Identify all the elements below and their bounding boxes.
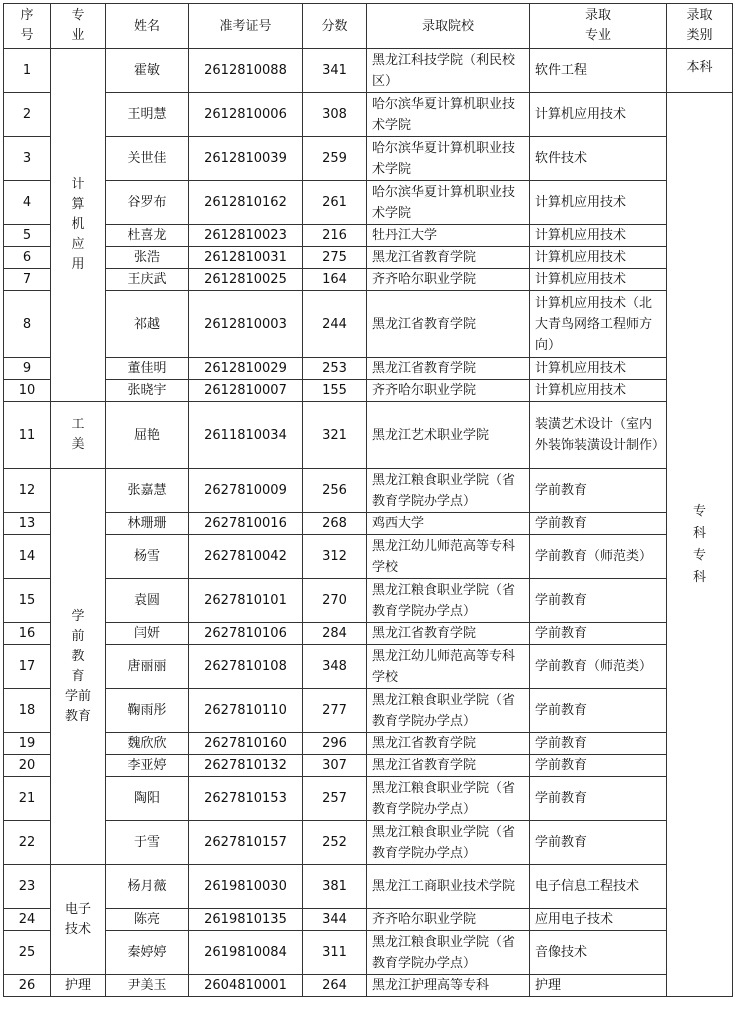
exam-no-cell: 2627810101: [189, 579, 303, 623]
table-row: [4, 777, 733, 821]
admit-major-cell: 计算机应用技术: [530, 247, 667, 269]
exam-no-cell: 2612810039: [189, 137, 303, 181]
table-row: [4, 269, 733, 291]
table-row: [4, 623, 733, 645]
seq-cell: 10: [4, 380, 51, 402]
major-group-char: 计: [71, 177, 85, 192]
exam-no-cell: 2627810153: [189, 777, 303, 821]
seq-cell: 23: [4, 865, 51, 909]
score-cell: 268: [303, 513, 367, 535]
seq-cell: 22: [4, 821, 51, 865]
score-cell: 261: [303, 181, 367, 225]
exam-no-cell: 2627810110: [189, 689, 303, 733]
admit-major-cell: 计算机应用技术: [530, 181, 667, 225]
school-cell: 哈尔滨华夏计算机职业技术学院: [367, 93, 530, 137]
header-major-group: 专 业: [51, 4, 106, 49]
table-row: [4, 402, 733, 469]
table-row: [4, 358, 733, 380]
header-category: 录取 类别: [667, 4, 733, 49]
score-cell: 341: [303, 49, 367, 93]
exam-no-cell: 2619810135: [189, 909, 303, 931]
table-row: [4, 247, 733, 269]
exam-no-cell: 2612810023: [189, 225, 303, 247]
header-name: 姓名: [106, 4, 189, 49]
seq-cell: 17: [4, 645, 51, 689]
school-cell: 牡丹江大学: [367, 225, 530, 247]
name-cell: 唐丽丽: [106, 645, 189, 689]
seq-cell: 8: [4, 291, 51, 358]
school-cell: 黑龙江幼儿师范高等专科学校: [367, 535, 530, 579]
school-cell: 齐齐哈尔职业学院: [367, 909, 530, 931]
score-cell: 216: [303, 225, 367, 247]
name-cell: 杨月薇: [106, 865, 189, 909]
exam-no-cell: 2627810108: [189, 645, 303, 689]
name-cell: 张嘉慧: [106, 469, 189, 513]
name-cell: 于雪: [106, 821, 189, 865]
score-cell: 275: [303, 247, 367, 269]
score-cell: 321: [303, 402, 367, 469]
exam-no-cell: 2627810106: [189, 623, 303, 645]
seq-cell: 16: [4, 623, 51, 645]
school-cell: 齐齐哈尔职业学院: [367, 269, 530, 291]
category-char: 科: [692, 525, 706, 541]
exam-no-cell: 2619810084: [189, 931, 303, 975]
seq-cell: 12: [4, 469, 51, 513]
admit-major-cell: 电子信息工程技术: [530, 865, 667, 909]
major-group-label: [71, 175, 84, 275]
admit-major-cell: 软件技术: [530, 137, 667, 181]
admit-major-cell: 学前教育: [530, 777, 667, 821]
major-group-cell: [51, 975, 106, 997]
name-cell: 屈艳: [106, 402, 189, 469]
exam-no-cell: 2611810034: [189, 402, 303, 469]
seq-cell: 7: [4, 269, 51, 291]
header-exam-no: 准考证号: [189, 4, 303, 49]
table-row: [4, 93, 733, 137]
score-cell: 155: [303, 380, 367, 402]
seq-cell: 24: [4, 909, 51, 931]
school-cell: 黑龙江粮食职业学院（省教育学院办学点）: [367, 579, 530, 623]
exam-no-cell: 2627810157: [189, 821, 303, 865]
seq-cell: 4: [4, 181, 51, 225]
table-row: [4, 49, 733, 93]
table-row: [4, 535, 733, 579]
major-group-label: [65, 976, 91, 996]
score-cell: 284: [303, 623, 367, 645]
seq-cell: 21: [4, 777, 51, 821]
name-cell: 张晓宇: [106, 380, 189, 402]
seq-cell: 3: [4, 137, 51, 181]
school-cell: 黑龙江粮食职业学院（省教育学院办学点）: [367, 821, 530, 865]
name-cell: 魏欣欣: [106, 733, 189, 755]
seq-cell: 18: [4, 689, 51, 733]
admit-major-cell: 护理: [530, 975, 667, 997]
table-row: [4, 733, 733, 755]
seq-cell: 15: [4, 579, 51, 623]
name-cell: 闫妍: [106, 623, 189, 645]
name-cell: 杜喜龙: [106, 225, 189, 247]
name-cell: 张浩: [106, 247, 189, 269]
exam-no-cell: 2627810009: [189, 469, 303, 513]
score-cell: 296: [303, 733, 367, 755]
admission-table: [3, 3, 733, 997]
admit-major-cell: 学前教育: [530, 689, 667, 733]
score-cell: 259: [303, 137, 367, 181]
name-cell: 王明慧: [106, 93, 189, 137]
school-cell: 黑龙江省教育学院: [367, 358, 530, 380]
exam-no-cell: 2612810006: [189, 93, 303, 137]
major-group-char: 育: [71, 668, 85, 684]
seq-cell: 19: [4, 733, 51, 755]
school-cell: 黑龙江科技学院（利民校区）: [367, 49, 530, 93]
score-cell: 270: [303, 579, 367, 623]
major-group-char: 算: [71, 197, 85, 212]
header-school: 录取院校: [367, 4, 530, 49]
name-cell: 董佳明: [106, 358, 189, 380]
school-cell: 黑龙江粮食职业学院（省教育学院办学点）: [367, 469, 530, 513]
major-group-cell: [51, 49, 106, 402]
school-cell: 黑龙江粮食职业学院（省教育学院办学点）: [367, 777, 530, 821]
score-cell: 253: [303, 358, 367, 380]
major-group-cell: [51, 469, 106, 865]
exam-no-cell: 2619810030: [189, 865, 303, 909]
major-group-char: 用: [71, 257, 85, 272]
major-group-char: 学: [71, 608, 85, 624]
seq-cell: 11: [4, 402, 51, 469]
exam-no-cell: 2612810029: [189, 358, 303, 380]
admit-major-cell: 学前教育: [530, 469, 667, 513]
score-cell: 256: [303, 469, 367, 513]
major-group-char: 应: [71, 237, 85, 252]
score-cell: 312: [303, 535, 367, 579]
major-group-char: 美: [71, 437, 85, 452]
admit-major-cell: 学前教育: [530, 821, 667, 865]
name-cell: 袁圆: [106, 579, 189, 623]
table-row: [4, 291, 733, 358]
table-row: [4, 865, 733, 909]
admit-major-cell: 音像技术: [530, 931, 667, 975]
major-group-char: 学前: [64, 688, 91, 704]
seq-cell: 6: [4, 247, 51, 269]
table-row: [4, 931, 733, 975]
name-cell: 祁越: [106, 291, 189, 358]
school-cell: 黑龙江工商职业技术学院: [367, 865, 530, 909]
seq-cell: 1: [4, 49, 51, 93]
school-cell: 哈尔滨华夏计算机职业技术学院: [367, 137, 530, 181]
school-cell: 黑龙江幼儿师范高等专科学校: [367, 645, 530, 689]
admit-major-cell: 应用电子技术: [530, 909, 667, 931]
table-row: [4, 821, 733, 865]
admit-major-cell: 学前教育: [530, 579, 667, 623]
table-row: [4, 181, 733, 225]
category-char: 科: [692, 569, 706, 585]
name-cell: 陈亮: [106, 909, 189, 931]
score-cell: 164: [303, 269, 367, 291]
table-row: [4, 689, 733, 733]
admit-major-cell: 软件工程: [530, 49, 667, 93]
admit-major-cell: 计算机应用技术: [530, 358, 667, 380]
name-cell: 霍敏: [106, 49, 189, 93]
score-cell: 381: [303, 865, 367, 909]
category-char: 专: [692, 503, 706, 519]
major-group-cell: [51, 402, 106, 469]
school-cell: 黑龙江省教育学院: [367, 623, 530, 645]
table-row: [4, 225, 733, 247]
score-cell: 264: [303, 975, 367, 997]
score-cell: 344: [303, 909, 367, 931]
school-cell: 黑龙江艺术职业学院: [367, 402, 530, 469]
header-row: [4, 4, 733, 49]
score-cell: 277: [303, 689, 367, 733]
school-cell: 哈尔滨华夏计算机职业技术学院: [367, 181, 530, 225]
admit-major-cell: 学前教育（师范类）: [530, 535, 667, 579]
admit-major-cell: 计算机应用技术（北大青鸟网络工程师方向）: [530, 291, 667, 358]
major-group-char: 教: [71, 648, 85, 664]
major-group-char: 机: [71, 217, 85, 232]
name-cell: 鞠雨彤: [106, 689, 189, 733]
category-cell: 本科: [667, 49, 733, 93]
name-cell: 谷罗布: [106, 181, 189, 225]
header-admit-major: 录取 专业: [530, 4, 667, 49]
school-cell: 黑龙江粮食职业学院（省教育学院办学点）: [367, 931, 530, 975]
school-cell: 黑龙江省教育学院: [367, 247, 530, 269]
table-row: [4, 137, 733, 181]
table-row: [4, 579, 733, 623]
name-cell: 秦婷婷: [106, 931, 189, 975]
seq-cell: 26: [4, 975, 51, 997]
school-cell: 鸡西大学: [367, 513, 530, 535]
major-group-char: 教育: [64, 708, 91, 724]
admit-major-cell: 计算机应用技术: [530, 380, 667, 402]
major-group-label: [71, 415, 84, 455]
score-cell: 257: [303, 777, 367, 821]
school-cell: 齐齐哈尔职业学院: [367, 380, 530, 402]
major-group-label: [65, 900, 91, 940]
name-cell: 林珊珊: [106, 513, 189, 535]
table-row: [4, 909, 733, 931]
score-cell: 348: [303, 645, 367, 689]
major-group-char: 电子: [64, 901, 91, 917]
school-cell: 黑龙江省教育学院: [367, 755, 530, 777]
major-group-char: 工: [71, 417, 85, 432]
admit-major-cell: 计算机应用技术: [530, 225, 667, 247]
exam-no-cell: 2627810132: [189, 755, 303, 777]
admit-major-cell: 计算机应用技术: [530, 269, 667, 291]
name-cell: 杨雪: [106, 535, 189, 579]
exam-no-cell: 2612810031: [189, 247, 303, 269]
header-seq: 序 号: [4, 4, 51, 49]
exam-no-cell: 2612810007: [189, 380, 303, 402]
name-cell: 李亚婷: [106, 755, 189, 777]
school-cell: 黑龙江护理高等专科: [367, 975, 530, 997]
exam-no-cell: 2612810025: [189, 269, 303, 291]
major-group-label: [65, 607, 91, 727]
exam-no-cell: 2627810042: [189, 535, 303, 579]
name-cell: 陶阳: [106, 777, 189, 821]
major-group-char: 前: [71, 628, 85, 644]
seq-cell: 14: [4, 535, 51, 579]
exam-no-cell: 2612810003: [189, 291, 303, 358]
major-group-cell: [51, 865, 106, 975]
seq-cell: 9: [4, 358, 51, 380]
table-row: [4, 975, 733, 997]
table-row: [4, 755, 733, 777]
admit-major-cell: 学前教育（师范类）: [530, 645, 667, 689]
score-cell: 311: [303, 931, 367, 975]
school-cell: 黑龙江省教育学院: [367, 291, 530, 358]
category-label: [693, 501, 706, 589]
exam-no-cell: 2627810016: [189, 513, 303, 535]
admit-major-cell: 学前教育: [530, 513, 667, 535]
name-cell: 尹美玉: [106, 975, 189, 997]
school-cell: 黑龙江粮食职业学院（省教育学院办学点）: [367, 689, 530, 733]
exam-no-cell: 2612810088: [189, 49, 303, 93]
major-group-char: 护理: [64, 978, 91, 993]
seq-cell: 25: [4, 931, 51, 975]
category-cell: [667, 93, 733, 997]
table-row: [4, 469, 733, 513]
score-cell: 308: [303, 93, 367, 137]
admit-major-cell: 学前教育: [530, 755, 667, 777]
exam-no-cell: 2627810160: [189, 733, 303, 755]
table-row: [4, 513, 733, 535]
table-row: [4, 380, 733, 402]
seq-cell: 13: [4, 513, 51, 535]
school-cell: 黑龙江省教育学院: [367, 733, 530, 755]
major-group-char: 技术: [64, 921, 91, 937]
score-cell: 244: [303, 291, 367, 358]
seq-cell: 2: [4, 93, 51, 137]
admit-major-cell: 学前教育: [530, 623, 667, 645]
exam-no-cell: 2612810162: [189, 181, 303, 225]
seq-cell: 5: [4, 225, 51, 247]
score-cell: 307: [303, 755, 367, 777]
admit-major-cell: 学前教育: [530, 733, 667, 755]
admit-major-cell: 计算机应用技术: [530, 93, 667, 137]
name-cell: 关世佳: [106, 137, 189, 181]
table-row: [4, 645, 733, 689]
seq-cell: 20: [4, 755, 51, 777]
name-cell: 王庆武: [106, 269, 189, 291]
admit-major-cell: 装潢艺术设计（室内外装饰装潢设计制作）: [530, 402, 667, 469]
header-score: 分数: [303, 4, 367, 49]
exam-no-cell: 2604810001: [189, 975, 303, 997]
category-char: 专: [692, 547, 706, 563]
score-cell: 252: [303, 821, 367, 865]
